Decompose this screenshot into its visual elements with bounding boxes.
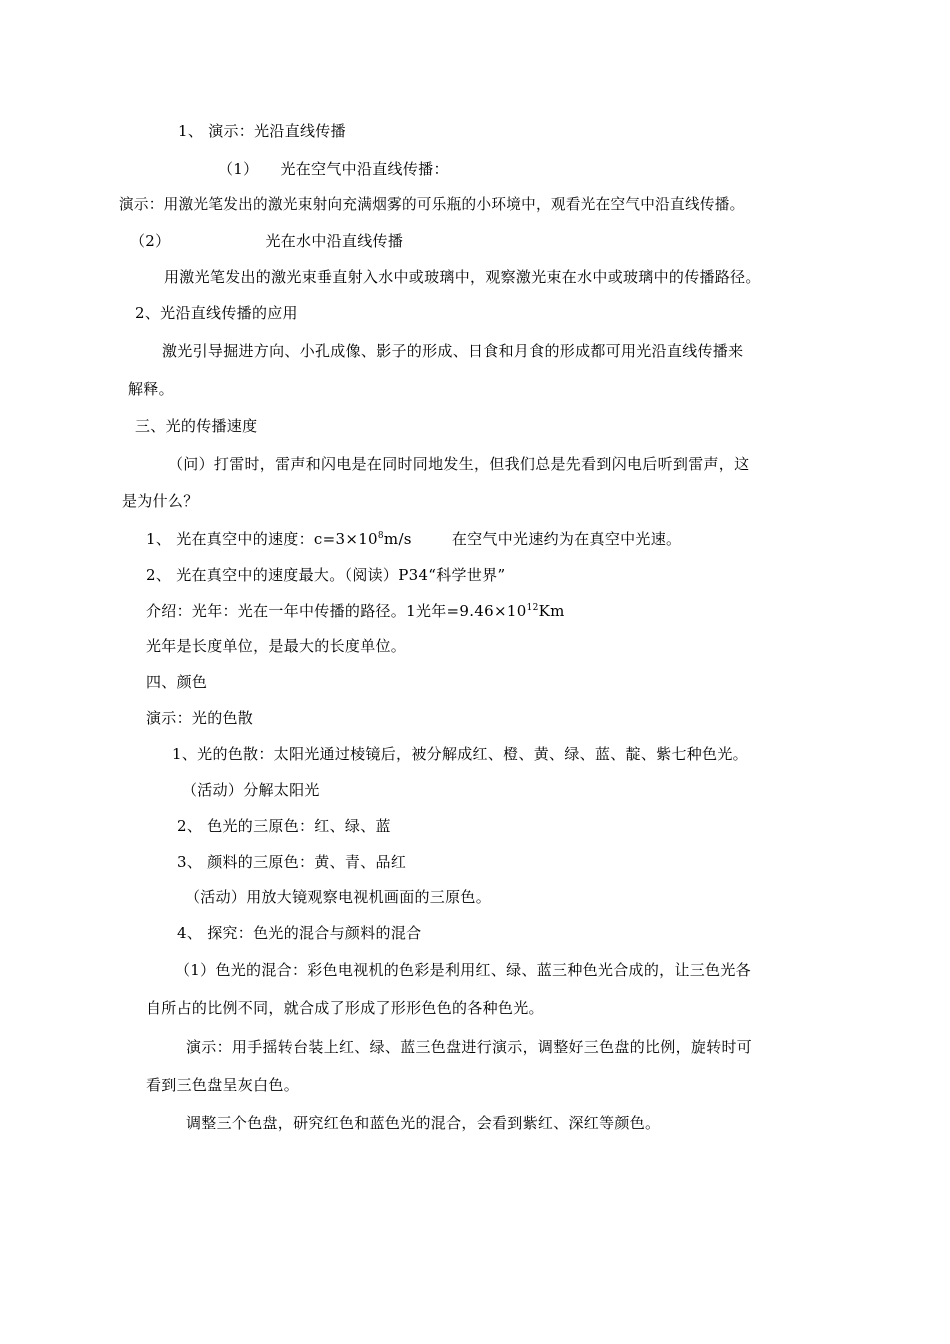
section-heading-speed: 三、光的传播速度: [135, 417, 258, 435]
section-heading-color: 四、颜色: [146, 673, 208, 691]
item-activity-sunlight: （活动）分解太阳光: [182, 781, 320, 799]
subheading-air-text: 光在空气中沿直线传播：: [280, 160, 449, 178]
item-activity-tv: （活动）用放大镜观察电视机画面的三原色。: [185, 888, 492, 906]
item-speed-vacuum: [146, 529, 681, 549]
subheading-air: [218, 159, 449, 179]
light-year-text: 介绍：光年：光在一年中传播的路径。1光年=9.46×10: [146, 602, 527, 620]
paragraph-air-demo: 演示：用激光笔发出的激光束射向充满烟雾的可乐瓶的小环境中，观看光在空气中沿直线传播。: [119, 196, 745, 213]
item-explore-mixing: 4、 探究：色光的混合与颜料的混合: [177, 924, 422, 942]
paragraph-question-cont: 是为什么？: [122, 492, 199, 510]
item-dispersion-demo: 演示：光的色散: [146, 709, 254, 727]
item-light-primaries: 2、 色光的三原色：红、绿、蓝: [177, 817, 391, 835]
speed-note: 在空气中光速约为在真空中光速。: [451, 530, 682, 548]
subheading-water-number: （2）: [130, 232, 171, 250]
paragraph-light-mixing-cont: 自所占的比例不同，就合成了形成了形形色色的各种色光。: [146, 999, 544, 1017]
subheading-air-number: （1）: [218, 160, 259, 178]
item-light-year-unit: 光年是长度单位，是最大的长度单位。: [146, 637, 407, 655]
paragraph-applications: 激光引导掘进方向、小孔成像、影子的形成、日食和月食的形成都可用光沿直线传播来: [162, 342, 744, 360]
subheading-water: [130, 231, 403, 251]
speed-text: 1、 光在真空中的速度：c=3×10: [146, 530, 378, 548]
speed-exponent: 8: [377, 531, 384, 541]
paragraph-light-mixing: （1）色光的混合：彩色电视机的色彩是利用红、绿、蓝三种色光合成的，让三色光各: [175, 961, 751, 979]
item-dispersion: 1、光的色散：太阳光通过棱镜后，被分解成红、橙、黄、绿、蓝、靛、紫七种色光。: [172, 745, 748, 763]
paragraph-question: （问）打雷时，雷声和闪电是在同时同地发生，但我们总是先看到闪电后听到雷声，这: [168, 455, 750, 473]
paragraph-water-demo: 用激光笔发出的激光束垂直射入水中或玻璃中，观察激光束在水中或玻璃中的传播路径。: [164, 268, 761, 286]
heading-demo-straight-line: 1、 演示：光沿直线传播: [178, 122, 346, 140]
paragraph-turntable-demo: 演示：用手摇转台装上红、绿、蓝三色盘进行演示，调整好三色盘的比例，旋转时可: [186, 1038, 753, 1056]
item-speed-max: 2、 光在真空中的速度最大。（阅读）P34“科学世界”: [146, 566, 506, 584]
paragraph-applications-cont: 解释。: [128, 380, 174, 398]
subheading-water-text: 光在水中沿直线传播: [265, 232, 404, 250]
item-light-year: [146, 601, 565, 621]
light-year-exponent: 12: [526, 603, 539, 613]
light-year-unit: Km: [538, 602, 565, 620]
heading-applications: 2、光沿直线传播的应用: [135, 304, 298, 322]
item-pigment-primaries: 3、 颜料的三原色：黄、青、品红: [177, 853, 407, 871]
paragraph-turntable-demo-cont: 看到三色盘呈灰白色。: [146, 1076, 300, 1094]
paragraph-adjust-discs: 调整三个色盘，研究红色和蓝色光的混合，会看到紫红、深红等颜色。: [186, 1114, 661, 1132]
speed-unit: m/s: [383, 530, 412, 548]
